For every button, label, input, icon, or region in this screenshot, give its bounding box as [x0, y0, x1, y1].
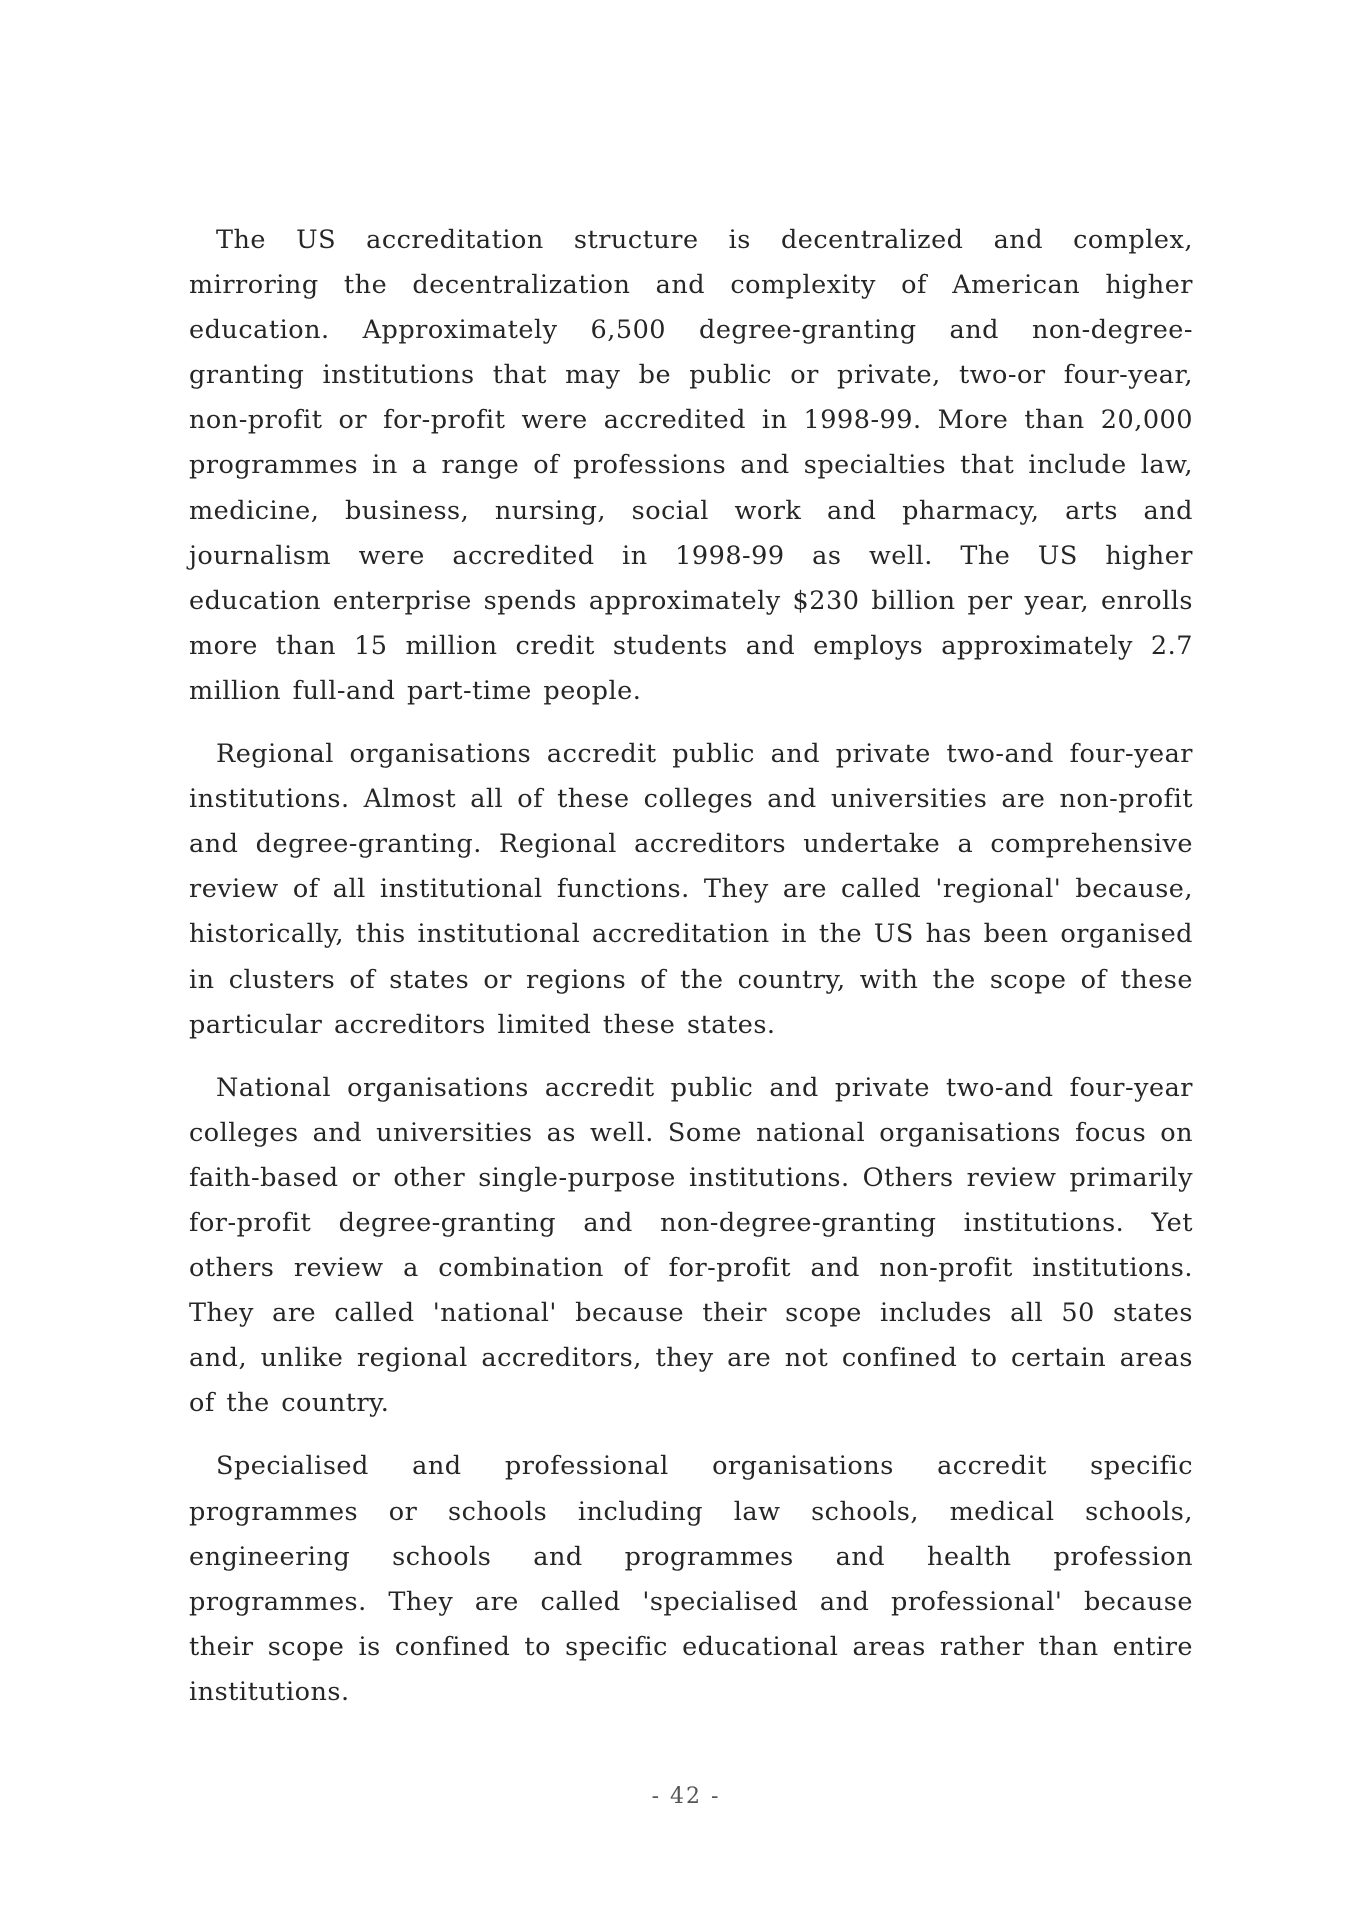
paragraph-specialised-organisations: Specialised and professional organisations accredit specific programmes or schools including law schools, medical schools, engineering schools and programmes and health profession programmes. They are called 'specialised and professional' because their scope is confined to specific educational areas rather than entire institutions.	[189, 1451, 1193, 1707]
page-number: - 42 -	[651, 1784, 721, 1809]
body-text	[189, 218, 1193, 1733]
paragraph-accreditation-structure: The US accreditation structure is decentralized and complex, mirroring the decentralization and complexity of American higher education. Approximately 6,500 degree-granting and non-degree-granting institutions that may be public or private, two-or four-year, non-profit or for-profit were accredited in 1998-99. More than 20,000 programmes in a range of professions and specialties that include law, medicine, business, nursing, social work and pharmacy, arts and journalism were accredited in 1998-99 as well. The US higher education enterprise spends approximately $230 billion per year, enrolls more than 15 million credit students and employs approximately 2.7 million full-and part-time people.	[189, 225, 1193, 706]
paragraph-regional-organisations: Regional organisations accredit public and private two-and four-year institutions. Almost all of these colleges and universities are non-profit and degree-granting. Regional accreditors undertake a comprehensive review of all institutional functions. They are called 'regional' because, historically, this institutional accreditation in the US has been organised in clusters of states or regions of the country, with the scope of these particular accreditors limited these states.	[189, 739, 1193, 1040]
paragraph-national-organisations: National organisations accredit public and private two-and four-year colleges and universities as well. Some national organisations focus on faith-based or other single-purpose institutions. Others review primarily for-profit degree-granting and non-degree-granting institutions. Yet others review a combination of for-profit and non-profit institutions. They are called 'national' because their scope includes all 50 states and, unlike regional accreditors, they are not confined to certain areas of the country.	[189, 1072, 1193, 1419]
